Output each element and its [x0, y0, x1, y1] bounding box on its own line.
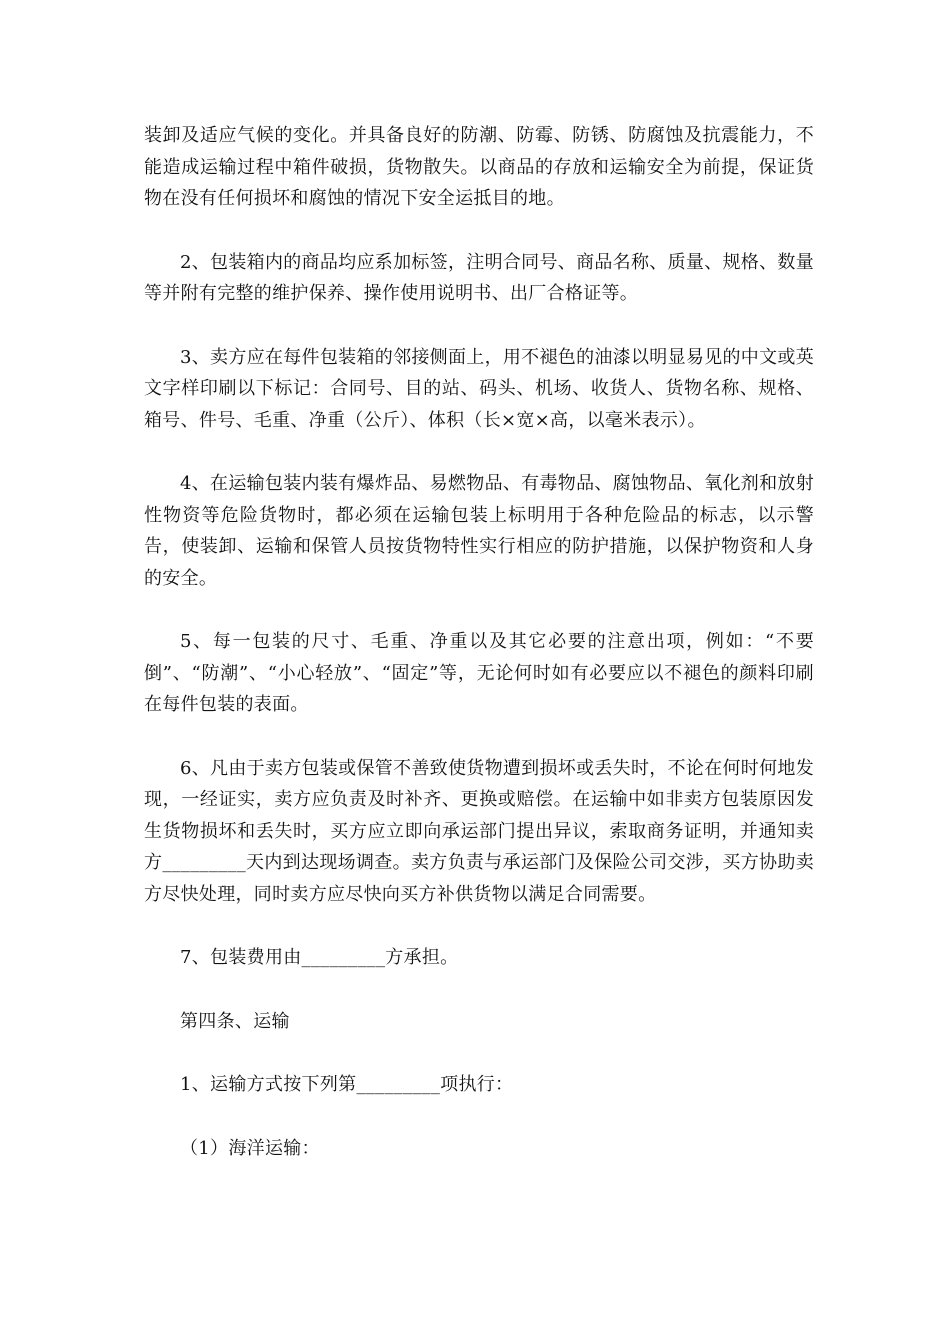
paragraph-item-4: 4、在运输包装内装有爆炸品、易燃物品、有毒物品、腐蚀物品、氧化剂和放射性物资等危险货物时，都必须在运输包装上标明用于各种危险品的标志，以示警告，使装卸、运输和保管人员按货物特性实行相应的防护措施，以保护物资和人身的安全。 [144, 473, 814, 589]
paragraph-item-3: 3、卖方应在每件包装箱的邻接侧面上，用不褪色的油漆以明显易见的中文或英文字样印刷以下标记：合同号、目的站、码头、机场、收货人、货物名称、规格、箱号、件号、毛重、净重（公斤）、体积（长×宽×高，以毫米表示）。 [144, 346, 814, 431]
paragraph-item-5: 5、每一包装的尺寸、毛重、净重以及其它必要的注意出项，例如：“不要倒”、“防潮”、“小心轻放”、“固定”等，无论何时如有必要应以不褪色的颜料印刷在每件包装的表面。 [144, 631, 814, 715]
paragraph-sea-transport: （1）海洋运输： [180, 1137, 320, 1159]
paragraph-transport-method: 1、运输方式按下列第_________项执行： [180, 1074, 514, 1095]
paragraph-item-6: 6、凡由于卖方包装或保管不善致使货物遭到损坏或丢失时，不论在何时何地发现，一经证实，卖方应负责及时补齐、更换或赔偿。在运输中如非卖方包装原因发生货物损坏和丢失时，买方应立即向承运部门提出异议，索取商务证明，并通知卖方_________天内到达现场调查。卖方负责与承运部门及保险公司交涉，买方协助卖方尽快处理，同时卖方应尽快向买方补供货物以满足合同需要。 [144, 757, 814, 905]
section-heading-transport: 第四条、运输 [180, 1010, 290, 1032]
paragraph-item-2: 2、包装箱内的商品均应系加标签，注明合同号、商品名称、质量、规格、数量等并附有完整的维护保养、操作使用说明书、出厂合格证等。 [144, 251, 814, 304]
document-page [144, 120, 814, 1164]
paragraph-continuation: 装卸及适应气候的变化。并具备良好的防潮、防霉、防锈、防腐蚀及抗震能力，不能造成运输过程中箱件破损，货物散失。以商品的存放和运输安全为前提，保证货物在没有任何损坏和腐蚀的情况下安全运抵目的地。 [144, 125, 814, 209]
paragraph-item-7: 7、包装费用由_________方承担。 [180, 947, 459, 968]
